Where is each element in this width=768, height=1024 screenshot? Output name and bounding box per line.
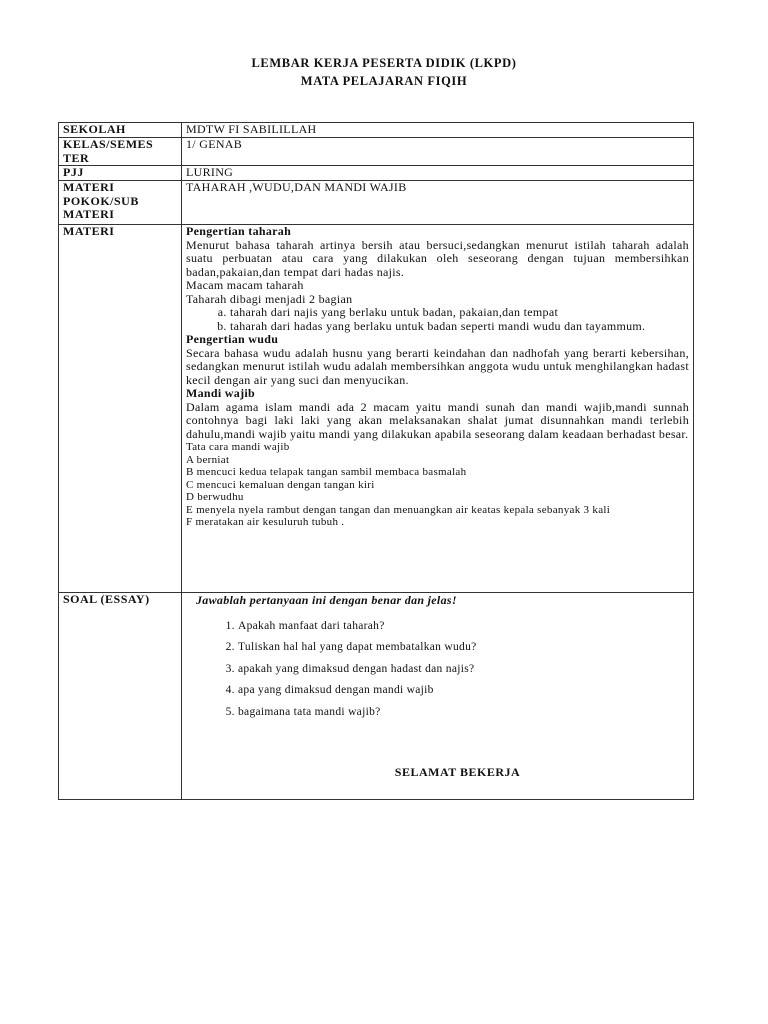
question-item: 2. Tuliskan hal hal yang dapat membatalkan wudu? xyxy=(238,641,689,663)
tata-cara-step: B mencuci kedua telapak tangan sambil membaca basmalah xyxy=(186,466,467,478)
kelas-label-line-2: TER xyxy=(63,150,90,165)
tata-cara-step: D berwudhu xyxy=(186,491,244,503)
question-item: 3. apakah yang dimaksud dengan hadast dan najis? xyxy=(238,663,689,685)
materi-pokok-value: TAHARAH ,WUDU,DAN MANDI WAJIB xyxy=(182,181,694,225)
row-materi-pokok xyxy=(59,181,694,225)
kelas-value: 1/ GENAB xyxy=(182,138,694,166)
tata-cara-step: E menyela nyela rambut dengan tangan dan menuangkan air keatas kepala sebanyak 3 kali xyxy=(186,503,611,516)
paragraph-wudu: Secara bahasa wudu adalah husnu yang berarti keindahan dan nadhofah yang berarti kebersihan, sedangkan menurut istilah wudu adalah membersihkan anggota wudu untuk menghilangkan hadast kecil dengan air yang suci dan menyucikan. xyxy=(186,345,689,387)
taharah-dibagi-text: Taharah dibagi menjadi 2 bagian xyxy=(186,291,353,306)
heading-pengertian-wudu: Pengertian wudu xyxy=(186,332,279,346)
sekolah-label: SEKOLAH xyxy=(59,123,182,138)
sekolah-value: MDTW FI SABILILLAH xyxy=(182,123,694,138)
tata-cara-step: F meratakan air kesuluruh tubuh . xyxy=(186,516,345,528)
pjj-label: PJJ xyxy=(59,166,182,181)
row-soal xyxy=(59,593,694,800)
pjj-value: LURING xyxy=(182,166,694,181)
row-kelas xyxy=(59,138,694,166)
question-list xyxy=(186,620,689,728)
row-pjj xyxy=(59,166,694,181)
list-item: b. taharah dari hadas yang berlaku untuk badan seperti mandi wudu dan tayammum. xyxy=(230,320,689,334)
macam-taharah-text: Macam macam taharah xyxy=(186,278,304,292)
taharah-types-list xyxy=(186,306,689,333)
kelas-label xyxy=(59,138,182,166)
heading-pengertian-taharah: Pengertian taharah xyxy=(186,224,292,238)
materi-pokok-label xyxy=(59,181,182,225)
tata-cara-section xyxy=(186,441,689,529)
tata-cara-title: Tata cara mandi wajib xyxy=(186,441,290,453)
materi-label: MATERI xyxy=(59,225,182,593)
paragraph-taharah: Menurut bahasa taharah artinya bersih atau bersuci,sedangkan menurut istilah taharah adalah suatu perbuatan atau cara yang dilakukan oleh seseorang dengan tujuan membersihkan badan,pakaian,dan tempat dari hadas najis. xyxy=(186,237,689,279)
tata-cara-step: A berniat xyxy=(186,453,230,466)
closing-text: SELAMAT BEKERJA xyxy=(394,765,521,779)
materi-pokok-label-line-1: MATERI xyxy=(63,180,115,194)
row-materi xyxy=(59,225,694,593)
materi-pokok-label-line-3: MATERI xyxy=(63,207,115,221)
materi-content xyxy=(182,225,694,593)
soal-instruction: Jawablah pertanyaan ini dengan benar dan jelas! xyxy=(196,593,457,607)
question-item: 5. bagaimana tata mandi wajib? xyxy=(238,706,689,728)
soal-content xyxy=(182,593,694,800)
paragraph-mandi-wajib: Dalam agama islam mandi ada 2 macam yaitu mandi sunah dan mandi wajib,mandi sunnah contohnya bagi laki laki yang akan melaksanakan shalat jumat disunnahkan mandi terlebih dahulu,mandi wajib yaitu mandi yang dilakukan apabila seseorang dalam keadaan berhadast besar. xyxy=(186,399,689,441)
heading-mandi-wajib: Mandi wajib xyxy=(186,386,255,400)
materi-pokok-label-line-2: POKOK/SUB xyxy=(63,193,139,208)
row-sekolah xyxy=(59,123,694,138)
list-item: a. taharah dari najis yang berlaku untuk badan, pakaian,dan tempat xyxy=(230,306,689,320)
document-title: LEMBAR KERJA PESERTA DIDIK (LKPD) xyxy=(251,56,517,70)
lkpd-table xyxy=(58,122,694,800)
document-subtitle: MATA PELAJARAN FIQIH xyxy=(300,74,468,88)
soal-label: SOAL (ESSAY) xyxy=(59,593,182,800)
kelas-label-line-1: KELAS/SEMES xyxy=(63,137,154,151)
tata-cara-step: C mencuci kemaluan dengan tangan kiri xyxy=(186,478,375,491)
question-item: 1. Apakah manfaat dari taharah? xyxy=(238,620,689,642)
question-item: 4. apa yang dimaksud dengan mandi wajib xyxy=(238,684,689,706)
